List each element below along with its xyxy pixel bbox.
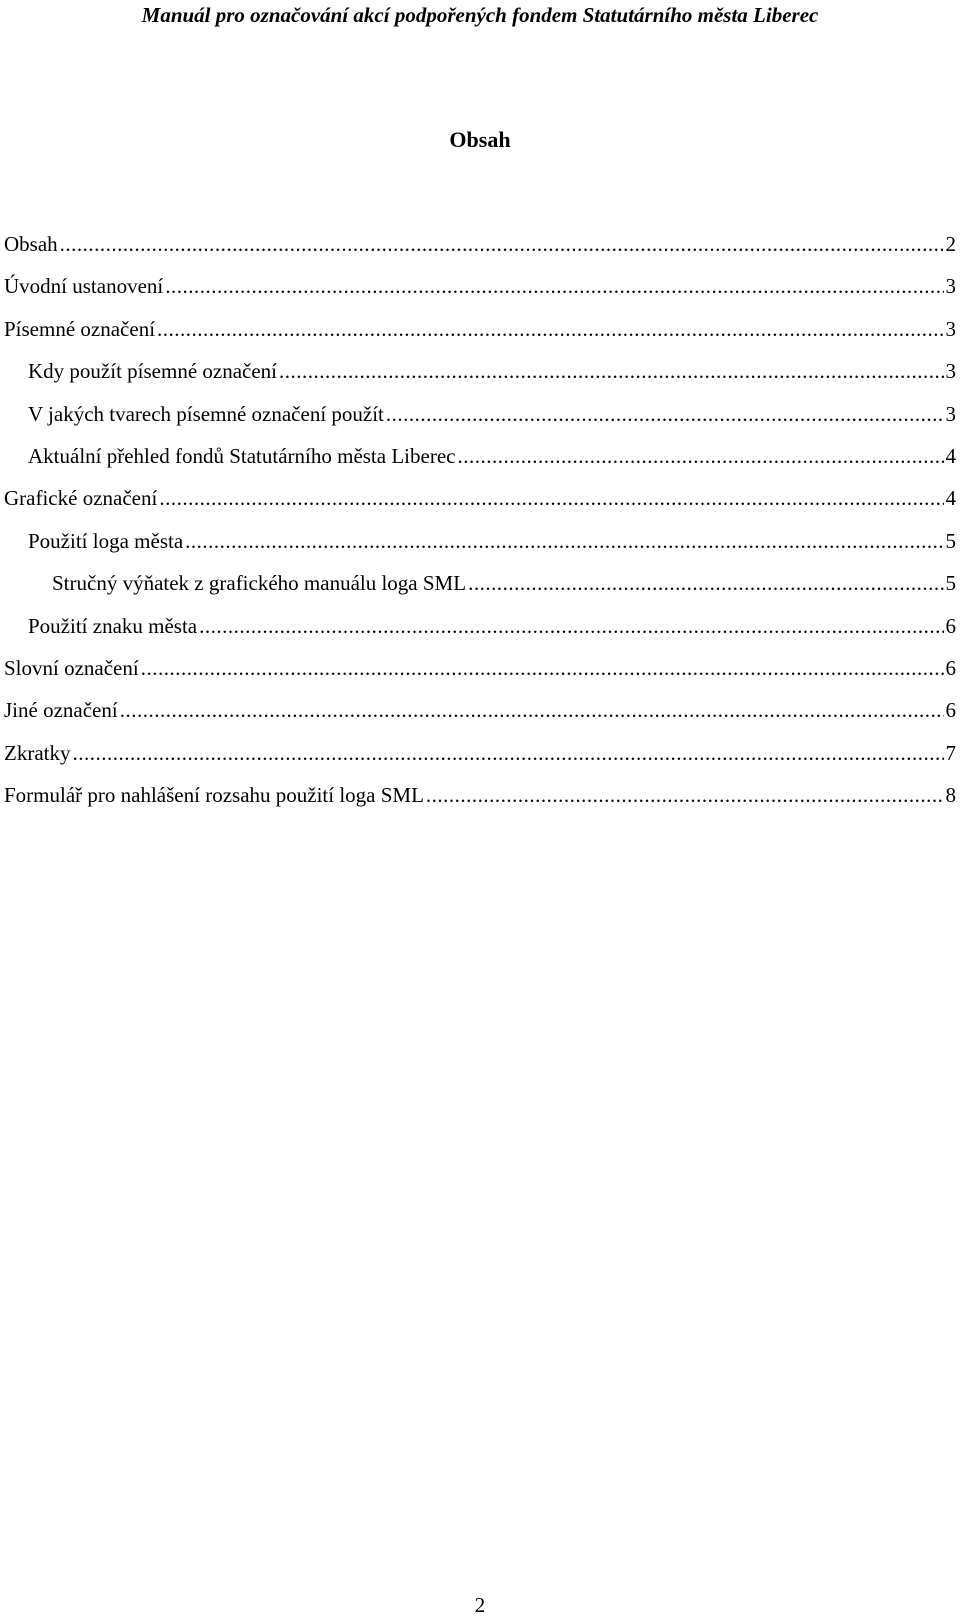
dot-leader (279, 357, 943, 385)
running-header: Manuál pro označování akcí podpořených fondem Statutárního města Liberec (141, 3, 819, 27)
dot-leader (159, 484, 943, 512)
dot-leader (426, 781, 944, 809)
toc-entry-graficke-oznaceni[interactable] (4, 484, 956, 526)
toc-entry-page: 2 (945, 232, 956, 256)
toc-entry-page: 3 (945, 359, 956, 384)
dot-leader (457, 442, 943, 470)
toc-entry-pouziti-znaku[interactable] (4, 612, 956, 654)
toc-title: Obsah (449, 127, 511, 152)
toc-entry-label: Kdy použít písemné označení (28, 359, 278, 384)
dot-leader (157, 315, 943, 343)
toc-entry-label: Použití znaku města (28, 613, 198, 638)
toc-entry-label: Formulář pro nahlášení rozsahu použití loga SML (4, 783, 424, 808)
toc-entry-obsah[interactable] (4, 230, 956, 272)
toc-entry-page: 3 (945, 401, 956, 426)
toc-entry-page: 5 (945, 571, 956, 596)
toc-entry-strucny-vynatek[interactable] (4, 569, 956, 611)
toc-entry-v-jakych-tvarech[interactable] (4, 400, 956, 442)
toc-entry-label: Aktuální přehled fondů Statutárního města Liberec (28, 443, 456, 468)
toc-entry-jine-oznaceni[interactable] (4, 696, 956, 738)
toc-entry-slovni-oznaceni[interactable] (4, 654, 956, 696)
toc-entry-page: 4 (945, 443, 956, 468)
toc-entry-page: 7 (945, 740, 956, 765)
toc-entry-kdy-pouzit[interactable] (4, 357, 956, 399)
toc-entry-page: 3 (945, 274, 956, 299)
dot-leader (120, 696, 944, 724)
toc-entry-label: Grafické označení (4, 486, 158, 511)
dot-leader (72, 739, 943, 767)
toc-entry-label: Stručný výňatek z grafického manuálu loga SML (52, 571, 467, 596)
dot-leader (199, 612, 943, 640)
toc-entry-label: Zkratky (4, 740, 71, 765)
toc-entry-label: Jiné označení (4, 698, 118, 723)
toc-entry-page: 8 (945, 783, 956, 808)
dot-leader (185, 527, 943, 555)
dot-leader (60, 230, 944, 258)
toc-entry-label: Obsah (4, 232, 58, 256)
toc-entry-label: Písemné označení (4, 316, 156, 341)
toc-entry-page: 6 (945, 698, 956, 723)
toc-entry-label: V jakých tvarech písemné označení použít (28, 401, 384, 426)
dot-leader (165, 272, 943, 300)
toc-entry-label: Úvodní ustanovení (4, 274, 164, 299)
toc-entry-label: Slovní označení (4, 655, 139, 680)
toc-entry-page: 6 (945, 613, 956, 638)
page-number: 2 (474, 1593, 486, 1617)
toc-entry-pouziti-loga[interactable] (4, 527, 956, 569)
toc-entry-zkratky[interactable] (4, 739, 956, 781)
toc-entry-label: Použití loga města (28, 528, 184, 553)
toc-entry-uvodni-ustanoveni[interactable] (4, 272, 956, 314)
toc-entry-page: 6 (945, 655, 956, 680)
toc-entry-formular[interactable] (4, 781, 956, 823)
toc-entry-page: 3 (945, 316, 956, 341)
dot-leader (468, 569, 943, 597)
dot-leader (141, 654, 944, 682)
dot-leader (386, 400, 944, 428)
table-of-contents (4, 230, 956, 823)
toc-entry-pisemne-oznaceni[interactable] (4, 315, 956, 357)
toc-entry-aktualni-prehled[interactable] (4, 442, 956, 484)
toc-entry-page: 4 (945, 486, 956, 511)
toc-entry-page: 5 (945, 528, 956, 553)
